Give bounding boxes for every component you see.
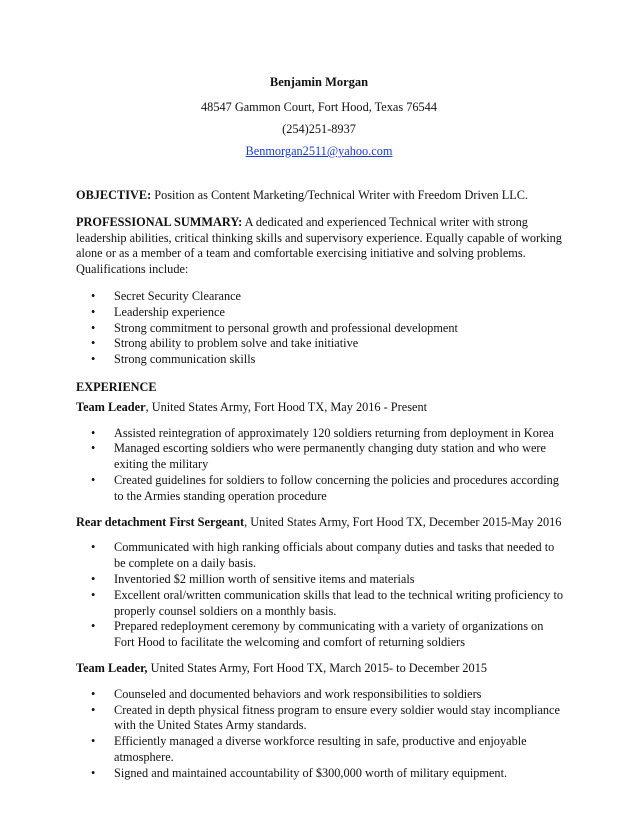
job-role: Rear detachment First Sergeant (76, 514, 245, 529)
summary-label: PROFESSIONAL SUMMARY: (76, 214, 243, 229)
candidate-name: Benjamin Morgan (269, 75, 369, 89)
candidate-address: 48547 Gammon Court, Fort Hood, Texas 76544 (201, 100, 437, 114)
job-heading (76, 661, 566, 677)
list-item: • Excellent oral/written communication skills that lead to the technical writing proficiency to properly counsel soldiers on a monthly basis. (76, 588, 566, 620)
list-item: • Communicated with high ranking officials about company duties and tasks that needed to be complete on a daily basis. (76, 540, 566, 572)
job-details: , United States Army, Fort Hood TX, May 2016 - Present (145, 399, 428, 414)
job-heading (76, 515, 566, 531)
list-item: • Leadership experience (76, 305, 566, 321)
list-item: • Assisted reintegration of approximately 120 soldiers returning from deployment in Korea (76, 426, 566, 442)
candidate-email-row (0, 144, 638, 159)
list-item: • Strong ability to problem solve and take initiative (76, 336, 566, 352)
job-duties-list (76, 540, 566, 651)
resume-body (76, 188, 566, 782)
job-heading (76, 400, 566, 416)
list-item: • Secret Security Clearance (76, 289, 566, 305)
list-item: • Managed escorting soldiers who were permanently changing duty station and who were exiting the military (76, 441, 566, 473)
summary-section (76, 215, 566, 278)
experience-heading: EXPERIENCE (76, 379, 157, 394)
job-role: Team Leader, (76, 660, 148, 675)
list-item: • Created guidelines for soldiers to follow concerning the policies and procedures according to the Armies standing operation procedure (76, 473, 566, 505)
objective-section (76, 188, 566, 204)
list-item: • Created in depth physical fitness program to ensure every soldier would stay incompliance with the United States Army standards. (76, 703, 566, 735)
job-details: United States Army, Fort Hood TX, March 2015- to December 2015 (147, 660, 487, 675)
list-item: • Counseled and documented behaviors and work responsibilities to soldiers (76, 687, 566, 703)
job-duties-list (76, 426, 566, 505)
objective-text: Position as Content Marketing/Technical Writer with Freedom Driven LLC. (154, 188, 528, 202)
list-item: • Efficiently managed a diverse workforce resulting in safe, productive and enjoyable atmosphere. (76, 734, 566, 766)
list-item: • Strong communication skills (76, 352, 566, 368)
job-role: Team Leader (76, 399, 146, 414)
summary-text: A dedicated and experienced Technical writer with strong leadership abilities, critical thinking skills and supervisory experience. Equally capable of working alone or as a member of a team and comfortable exercising initiative and solving problems. Qualifications include: (76, 214, 562, 277)
objective-label: OBJECTIVE: (76, 188, 152, 202)
email-link[interactable]: Benmorgan2511@yahoo.com (245, 144, 393, 158)
candidate-phone: (254)251-8937 (282, 122, 356, 136)
list-item: • Signed and maintained accountability of $300,000 worth of military equipment. (76, 766, 566, 782)
job-duties-list (76, 687, 566, 782)
job-details: , United States Army, Fort Hood TX, December 2015-May 2016 (244, 514, 562, 529)
list-item: • Inventoried $2 million worth of sensitive items and materials (76, 572, 566, 588)
list-item: • Prepared redeployment ceremony by communicating with a variety of organizations on Fort Hood to facilitate the welcoming and comfort of returning soldiers (76, 619, 566, 651)
qualifications-list (76, 289, 566, 368)
list-item: • Strong commitment to personal growth and professional development (76, 321, 566, 337)
